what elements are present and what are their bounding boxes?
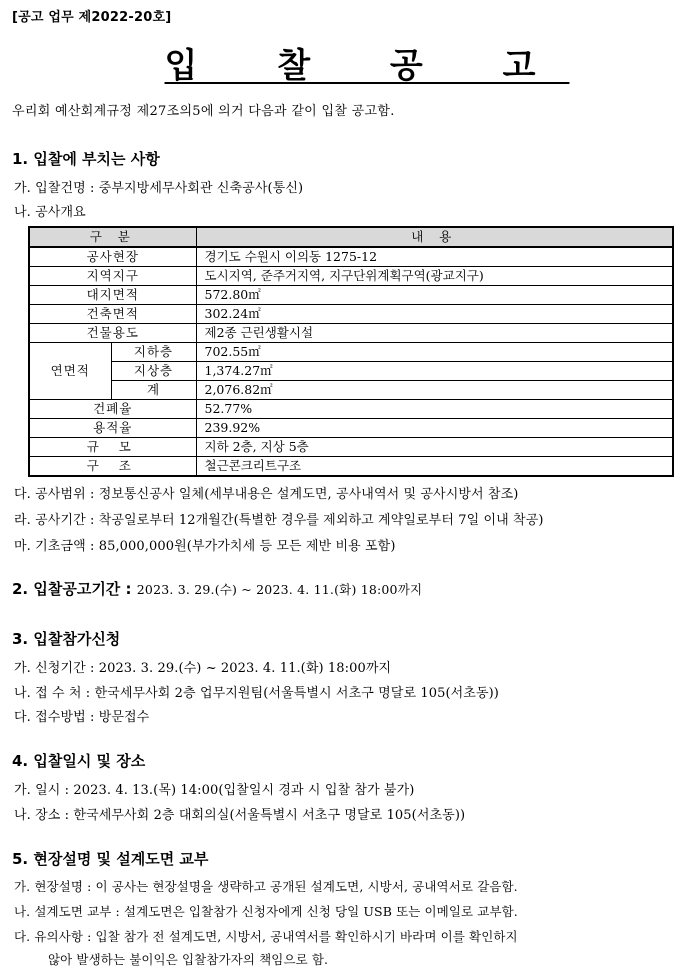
table-header-category: 구 분 [29,227,196,247]
row-label-above: 지상층 [111,362,196,381]
row-label-zone: 지역지구 [29,267,196,286]
table-row [29,324,673,343]
notice-reference-number: [공고 업무 제2022-20호] [12,10,172,25]
table-row [29,457,673,477]
section-1-item-ra: 라. 공사기간 : 착공일로부터 12개월간(특별한 경우를 제외하고 계약일로부터 7일 이내 착공) [14,513,544,528]
row-label-land: 대지면적 [29,286,196,305]
intro-text: 우리회 예산회계규정 제27조의5에 의거 다음과 같이 입찰 공고함. [12,104,395,119]
section-3-heading: 3. 입찰참가신청 [12,630,121,648]
row-label-scale: 규 모 [29,438,196,457]
section-3-item-na: 나. 접 수 처 : 한국세무사회 2층 업무지원팀(서울특별시 서초구 명달로 105(서초동)) [14,686,499,701]
page-title: 입 찰 공 고 [164,46,570,86]
section-5-item-da-continued: 않아 발생하는 불이익은 입찰참가자의 책임으로 함. [48,952,329,967]
section-1-heading: 1. 입찰에 부치는 사항 [12,150,160,168]
table-row [29,400,673,419]
row-value-far: 239.92% [196,419,673,438]
section-2-heading: 2. 입찰공고기간 : [12,580,132,598]
section-4-item-ga: 가. 일시 : 2023. 4. 13.(목) 14:00(입찰일시 경과 시 입찰 참가 불가) [14,783,415,798]
section-4-heading: 4. 입찰일시 및 장소 [12,752,146,770]
table-header-content: 내 용 [196,227,673,247]
row-label-use: 건물용도 [29,324,196,343]
section-1-item-ma: 마. 기초금액 : 85,000,000원(부가가치세 등 모든 제반 비용 포함) [14,539,396,554]
row-value-building: 302.24㎡ [196,305,673,324]
row-label-bcr: 건폐율 [29,400,196,419]
table-row [29,267,673,286]
row-value-site: 경기도 수원시 이의동 1275-12 [196,247,673,267]
table-row [29,438,673,457]
table-row [29,381,673,400]
row-value-total: 2,076.82㎡ [196,381,673,400]
table-row [29,247,673,267]
row-label-site: 공사현장 [29,247,196,267]
row-label-structure: 구 조 [29,457,196,477]
row-label-far: 용적율 [29,419,196,438]
table-row [29,286,673,305]
table-row [29,343,673,362]
row-label-below: 지하층 [111,343,196,362]
section-5-item-ga: 가. 현장설명 : 이 공사는 현장설명을 생략하고 공개된 설계도면, 시방서, 공내역서로 갈음함. [14,879,518,894]
row-value-structure: 철근콘크리트구조 [196,457,673,477]
row-value-zone: 도시지역, 준주거지역, 지구단위계획구역(광교지구) [196,267,673,286]
table-header-row [29,227,673,247]
section-2-period: 2023. 3. 29.(수) ~ 2023. 4. 11.(화) 18:00까지 [136,582,423,597]
row-value-below: 702.55㎡ [196,343,673,362]
row-group-label-floor-area: 연면적 [29,343,111,400]
section-2-heading-row [12,578,422,599]
section-1-item-ga: 가. 입찰건명 : 중부지방세무사회관 신축공사(통신) [14,181,304,196]
construction-overview-table [28,226,674,477]
row-value-scale: 지하 2층, 지상 5층 [196,438,673,457]
row-label-building: 건축면적 [29,305,196,324]
table-row [29,362,673,381]
row-value-use: 제2종 근린생활시설 [196,324,673,343]
section-5-item-da: 다. 유의사항 : 입찰 참가 전 설계도면, 시방서, 공내역서를 확인하시기 바라며 이를 확인하지 [14,929,518,944]
table-row [29,419,673,438]
table-row [29,305,673,324]
row-value-land: 572.80㎡ [196,286,673,305]
section-5-heading: 5. 현장설명 및 설계도면 교부 [12,850,209,868]
section-3-item-da: 다. 접수방법 : 방문접수 [14,710,150,725]
section-4-item-na: 나. 장소 : 한국세무사회 2층 대회의실(서울특별시 서초구 명달로 105(서초동)) [14,808,466,823]
section-3-item-ga: 가. 신청기간 : 2023. 3. 29.(수) ~ 2023. 4. 11.(화) 18:00까지 [14,661,392,676]
row-value-above: 1,374.27㎡ [196,362,673,381]
section-5-item-na: 나. 설계도면 교부 : 설계도면은 입찰참가 신청자에게 신청 당일 USB 또는 이메일로 교부함. [14,904,518,919]
section-1-item-da: 다. 공사범위 : 정보통신공사 일체(세부내용은 설계도면, 공사내역서 및 공사시방서 참조) [14,487,519,502]
section-1-item-na: 나. 공사개요 [14,205,86,220]
row-label-total: 계 [111,381,196,400]
row-value-bcr: 52.77% [196,400,673,419]
